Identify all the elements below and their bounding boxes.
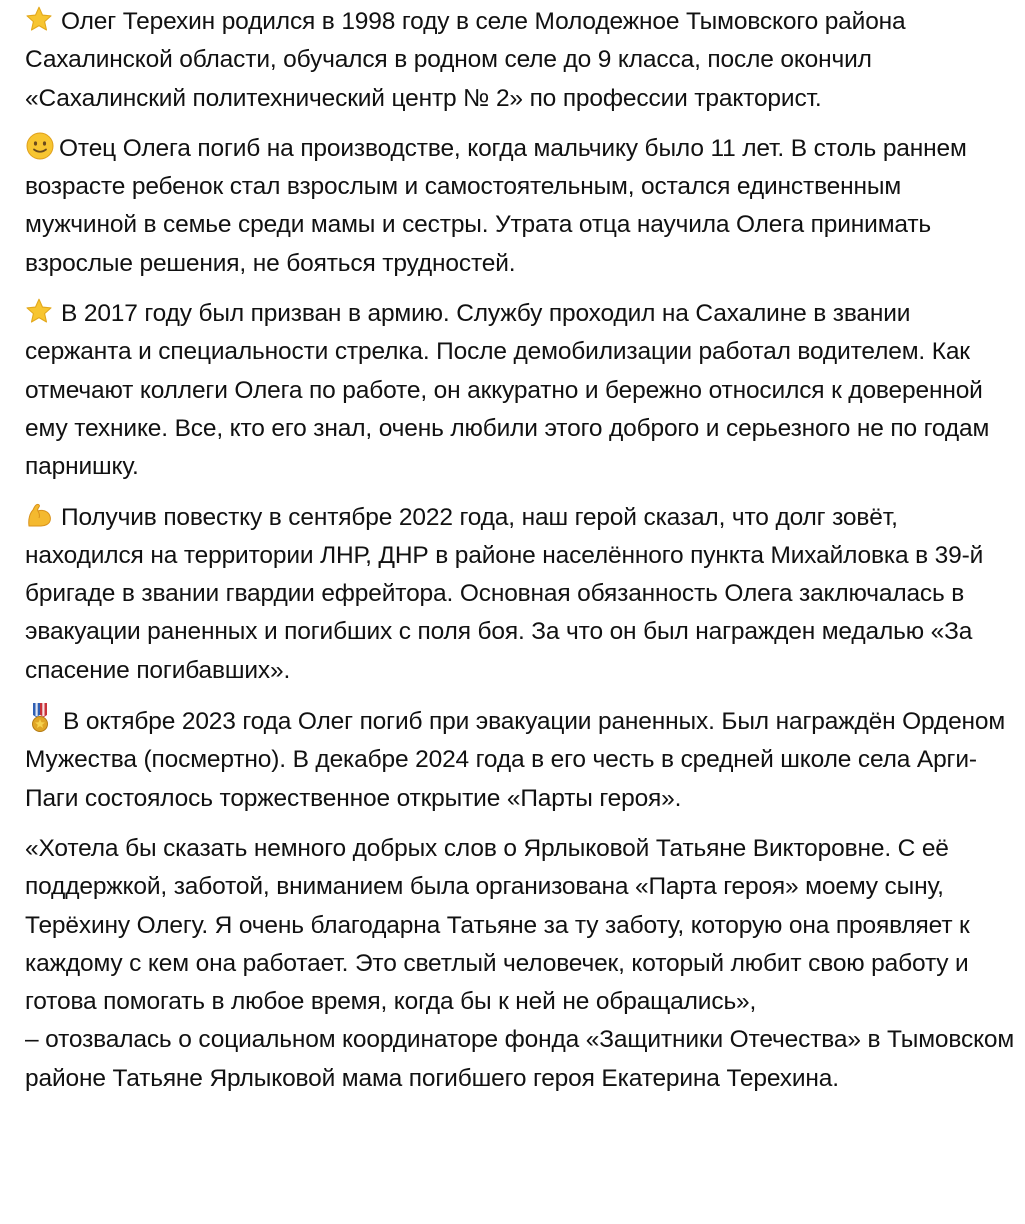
paragraph-death [25, 702, 1015, 818]
quote-paragraph [25, 830, 1015, 1098]
flexed-biceps-icon [25, 501, 53, 529]
paragraph-text: Отец Олега погиб на производстве, когда мальчику было 11 лет. В столь раннем возрасте ребенок стал взрослым и самостоятельным, остался единственным мужчиной в семье среди мамы и сестры. Утрата отца научила Олега принимать взрослые решения, не бояться трудностей. [25, 134, 967, 277]
quote-text: «Хотела бы сказать немного добрых слов о Ярлыковой Татьяне Викторовне. С её поддержкой, заботой, вниманием была организована «Парта героя» моему сыну, Терёхину Олегу. Я очень благодарна Татьяне за ту заботу, которую она проявляет к каждому с кем она работает. Это светлый человечек, который любит свою работу и готова помогать в любое время, когда бы к ней не обращались», [25, 834, 970, 1016]
paragraph-father [25, 130, 1015, 283]
paragraph-text: В октябре 2023 года Олег погиб при эвакуации раненных. Был награждён Орденом Мужества (посмертно). В декабре 2024 года в его честь в средней школе села Арги-Паги состоялось торжественное открытие «Парты героя». [25, 708, 1006, 812]
military-medal-icon [27, 702, 53, 734]
smiling-face-icon [25, 131, 55, 161]
paragraph-birth [25, 3, 1015, 118]
star-icon [25, 5, 53, 33]
paragraph-text: В 2017 году был призван в армию. Службу проходил на Сахалине в звании сержанта и специальности стрелка. После демобилизации работал водителем. Как отмечают коллеги Олега по работе, он аккуратно и бережно относился к доверенной ему технике. Все, кто его знал, очень любили этого доброго и серьезного не по годам парнишку. [25, 300, 990, 481]
paragraph-army [25, 295, 1015, 486]
paragraph-text: Олег Терехин родился в 1998 году в селе Молодежное Тымовского района Сахалинской области, обучался в родном селе до 9 класса, после окончил «Сахалинский политехнический центр № 2» по профессии тракторист. [25, 8, 906, 112]
paragraph-text: Получив повестку в сентябре 2022 года, наш герой сказал, что долг зовёт, находился на территории ЛНР, ДНР в районе населённого пункта Михайловка в 39-й бригаде в звании гвардии ефрейтора. Основная обязанность Олега заключалась в эвакуации раненных и погибших с поля боя. За что он был награжден медалью «За спасение погибавших». [25, 503, 984, 684]
paragraph-mobilization [25, 499, 1015, 690]
quote-attribution: – отозвалась о социальном координаторе фонда «Защитники Отечества» в Тымовском районе Татьяне Ярлыковой мама погибшего героя Екатерина Терехина. [25, 1026, 1015, 1092]
star-icon [25, 297, 53, 325]
